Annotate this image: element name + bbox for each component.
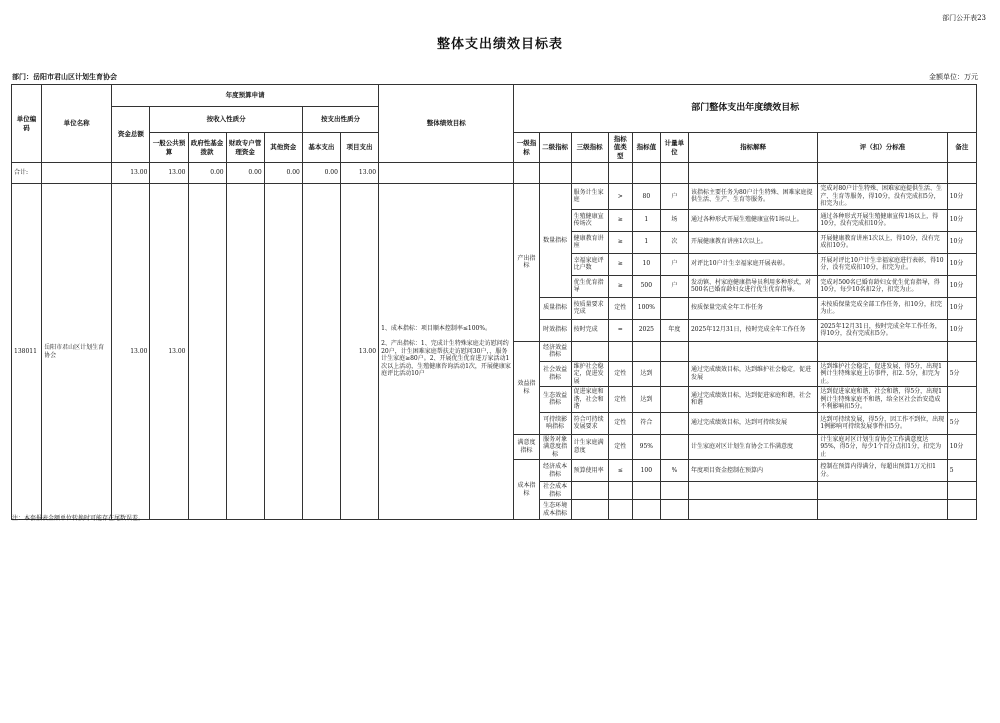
header-level2: 二级指标 xyxy=(539,133,571,163)
cat-econ-cost: 经济成本指标 xyxy=(539,460,571,482)
cat-social: 社会效益指标 xyxy=(539,361,571,387)
cat-qty: 数量指标 xyxy=(539,184,571,298)
l3: 预算使用率 xyxy=(571,460,608,482)
header-basic-exp: 基本支出 xyxy=(302,133,340,163)
l3: 符合可持续发展要求 xyxy=(571,412,608,434)
unit-total: 13.00 xyxy=(112,184,150,520)
explain: 通过完成绩效目标，达到维护社会稳定，促进发展 xyxy=(688,361,817,387)
explain: 按质保量完成全年工作任务 xyxy=(688,297,817,319)
header-meas-unit: 计量单位 xyxy=(660,133,688,163)
remark: 5分 xyxy=(947,412,976,434)
criteria: 达到促进家庭和谐，社会和谐，得5分，出现1例计生特殊家庭不和谐，给全区社会治安造成不利影响扣5分。 xyxy=(818,387,947,413)
meas-unit xyxy=(660,412,688,434)
remark xyxy=(947,387,976,413)
meas-unit: 场 xyxy=(660,209,688,231)
meas-unit xyxy=(660,387,688,413)
value-type: ≥ xyxy=(608,209,632,231)
cat-eco-cost: 生态环境成本指标 xyxy=(539,500,571,520)
explain: 开展健康教育讲座1次以上。 xyxy=(688,231,817,253)
header-project-exp: 项目支出 xyxy=(340,133,378,163)
criteria: 计生家庭对区计划生育协会工作满意度达95%，得5分，每少1个百分点扣1分，扣完为止 xyxy=(818,434,947,460)
meas-unit: 户 xyxy=(660,275,688,297)
header-unit-code: 单位编码 xyxy=(12,85,42,163)
header-unit-name: 单位名称 xyxy=(42,85,112,163)
total-funds: 13.00 xyxy=(112,163,150,184)
cat-econ: 经济效益指标 xyxy=(539,341,571,361)
l3: 健康教育讲座 xyxy=(571,231,608,253)
value: 500 xyxy=(632,275,660,297)
meas-unit: % xyxy=(660,460,688,482)
value-type: ≥ xyxy=(608,275,632,297)
explain: 2025年12月31日，按时完成全年工作任务 xyxy=(688,319,817,341)
explain: 通过完成绩效目标，达到促进家庭和谐，社会和谐 xyxy=(688,387,817,413)
value: 1 xyxy=(632,231,660,253)
criteria: 完成对80户计生特殊、困难家庭提供生活、生产、生育等服务，得10分，没有完成扣5分，扣完为止。 xyxy=(818,184,947,210)
explain: 年度项目资金控制在预算内 xyxy=(688,460,817,482)
value-type: > xyxy=(608,184,632,210)
unit-code: 138011 xyxy=(12,184,42,520)
header-by-expense: 按支出性质分 xyxy=(302,107,378,133)
remark: 10分 xyxy=(947,184,976,210)
explain: 计生家庭对区计划生育协会工作满意度 xyxy=(688,434,817,460)
header-value-type: 指标值类型 xyxy=(608,133,632,163)
l3: 服务计生家庭 xyxy=(571,184,608,210)
meas-unit: 户 xyxy=(660,184,688,210)
header-gov-fund: 政府性基金拨款 xyxy=(188,133,226,163)
overall-goal-text: 1、成本指标：项目顺本控制率≤100%。 2、产出指标：1、完成计生特殊家庭走访慰问约20户，计生困难家庭帮扶走访慰问30户，、服务计生家庭≥80户。2、开展优生优育进万家活动1次以上活动，生殖健康咨询活动1次，开展健康家庭评比活动10户 xyxy=(379,184,514,520)
value: 2025 xyxy=(632,319,660,341)
l3: 生殖健康宣传场次 xyxy=(571,209,608,231)
criteria: 2025年12月31日，按时完成全年工作任务，得10分，没有完成扣5分。 xyxy=(818,319,947,341)
criteria: 开展对评比10户计生幸福家庭进行表彰，得10分，没有完成扣10分，扣完为止。 xyxy=(818,253,947,275)
remark: 10分 xyxy=(947,297,976,319)
unit-general: 13.00 xyxy=(150,184,188,520)
total-other: 0.00 xyxy=(264,163,302,184)
cat-cost: 成本指标 xyxy=(514,460,539,520)
cat-time: 时效指标 xyxy=(539,319,571,341)
footnote: 注：本套报表金额单位转换时可能存在尾数误差。 xyxy=(12,515,145,522)
meas-unit xyxy=(660,434,688,460)
l3: 维护社会稳定，促进发展 xyxy=(571,361,608,387)
header-annual-budget: 年度预算申请 xyxy=(112,85,379,107)
l3: 促进家庭和谐，社会和谐 xyxy=(571,387,608,413)
header-remark: 备注 xyxy=(947,133,976,163)
header-criteria: 评（扣）分标准 xyxy=(818,133,947,163)
department-label: 部门：岳阳市君山区计划生育协会 xyxy=(12,72,117,81)
meas-unit: 次 xyxy=(660,231,688,253)
total-label: 合计: xyxy=(12,163,42,184)
l3: 按质量要求完成 xyxy=(571,297,608,319)
criteria: 完成对500名已婚育龄妇女优生优育指导，得10分，每少10名扣2分，扣完为止。 xyxy=(818,275,947,297)
cat-satisfaction: 满意度指标 xyxy=(514,434,539,460)
l3: 优生优育指导 xyxy=(571,275,608,297)
total-basic: 0.00 xyxy=(302,163,340,184)
criteria: 控制在预算内得满分，每超出预算1万元扣1分。 xyxy=(818,460,947,482)
value: 100 xyxy=(632,460,660,482)
value: 10 xyxy=(632,253,660,275)
criteria: 达到维护社会稳定，促进发展，得5分，出现1例计生特殊家庭上访事件，扣2. 5分，扣完为止。 xyxy=(818,361,947,387)
meas-unit xyxy=(660,361,688,387)
explain: 对评比10户计生幸福家庭开展表彰。 xyxy=(688,253,817,275)
header-level3: 三级指标 xyxy=(571,133,608,163)
remark: 10分 xyxy=(947,253,976,275)
value-type: 定性 xyxy=(608,297,632,319)
value-type: 定性 xyxy=(608,361,632,387)
page-number: 部门公开表23 xyxy=(942,14,986,22)
value: 95% xyxy=(632,434,660,460)
l3: 按时完成 xyxy=(571,319,608,341)
value: 符合 xyxy=(632,412,660,434)
unit-name: 岳阳市君山区计划生育协会 xyxy=(42,184,112,520)
header-explain: 指标解释 xyxy=(688,133,817,163)
cat-service-sat: 服务对象满意度指标 xyxy=(539,434,571,460)
header-special-fund: 财政专户管理资金 xyxy=(226,133,264,163)
explain: 通过完成绩效目标，达到可持续发展 xyxy=(688,412,817,434)
value: 1 xyxy=(632,209,660,231)
value: 达到 xyxy=(632,361,660,387)
header-general-budget: 一般公共预算 xyxy=(150,133,188,163)
total-project: 13.00 xyxy=(340,163,378,184)
total-general: 13.00 xyxy=(150,163,188,184)
cat-benefit: 效益指标 xyxy=(514,341,539,434)
value: 达到 xyxy=(632,387,660,413)
l3: 计生家庭满意度 xyxy=(571,434,608,460)
criteria: 达到可持续发展，得5分，因工作不到位，出现1例影响可持续发展事件扣5分。 xyxy=(818,412,947,434)
value-type: ≤ xyxy=(608,460,632,482)
value-type: 定性 xyxy=(608,412,632,434)
value: 100% xyxy=(632,297,660,319)
header-overall-goal: 整体绩效目标 xyxy=(379,85,514,163)
cat-output: 产出指标 xyxy=(514,184,539,342)
header-by-income: 按收入性质分 xyxy=(150,107,302,133)
value: 80 xyxy=(632,184,660,210)
header-total-funds: 资金总额 xyxy=(112,107,150,163)
header-value: 指标值 xyxy=(632,133,660,163)
remark: 10分 xyxy=(947,275,976,297)
remark: 10分 xyxy=(947,319,976,341)
criteria: 通过各种形式开展生殖健康宣传1场以上，得10分，没有完成扣10分。 xyxy=(818,209,947,231)
value-type: = xyxy=(608,319,632,341)
value-type: 定性 xyxy=(608,434,632,460)
meas-unit: 户 xyxy=(660,253,688,275)
remark: 10分 xyxy=(947,434,976,460)
explain: 该指标主要任务为80户计生特殊、困难家庭提供生活、生产、生育等服务。 xyxy=(688,184,817,210)
unit-project: 13.00 xyxy=(340,184,378,520)
cat-social-cost: 社会成本指标 xyxy=(539,482,571,500)
header-level1: 一级指标 xyxy=(514,133,539,163)
total-row xyxy=(12,163,977,184)
criteria: 开展健康教育讲座1次以上，得10分，没有完成扣10分。 xyxy=(818,231,947,253)
meas-unit xyxy=(660,297,688,319)
table-row xyxy=(12,184,977,210)
remark: 10分 xyxy=(947,231,976,253)
remark: 5分 xyxy=(947,361,976,387)
meas-unit: 年度 xyxy=(660,319,688,341)
total-special: 0.00 xyxy=(226,163,264,184)
value-type: ≥ xyxy=(608,253,632,275)
page-title: 整体支出绩效目标表 xyxy=(436,37,563,52)
cat-sustain: 可持续影响指标 xyxy=(539,412,571,434)
header-other-fund: 其他资金 xyxy=(264,133,302,163)
total-gov: 0.00 xyxy=(188,163,226,184)
value-type: 定性 xyxy=(608,387,632,413)
explain: 通过各种形式开展生殖健康宣传1场以上。 xyxy=(688,209,817,231)
header-dept-goal: 部门整体支出年度绩效目标 xyxy=(514,85,977,133)
value-type: ≥ xyxy=(608,231,632,253)
cat-eco: 生态效益指标 xyxy=(539,387,571,413)
cat-quality: 质量指标 xyxy=(539,297,571,319)
l3: 幸福家庭评比户数 xyxy=(571,253,608,275)
criteria: 未按质保量完成全部工作任务，扣10分，扣完为止。 xyxy=(818,297,947,319)
remark: 10分 xyxy=(947,209,976,231)
explain: 发动镇、村家庭健康指导员利用多种形式，对500名已婚育龄妇女进行优生优育指导。 xyxy=(688,275,817,297)
performance-table xyxy=(11,84,977,520)
remark: 5 xyxy=(947,460,976,482)
amount-unit-label: 金额单位：万元 xyxy=(929,73,978,81)
